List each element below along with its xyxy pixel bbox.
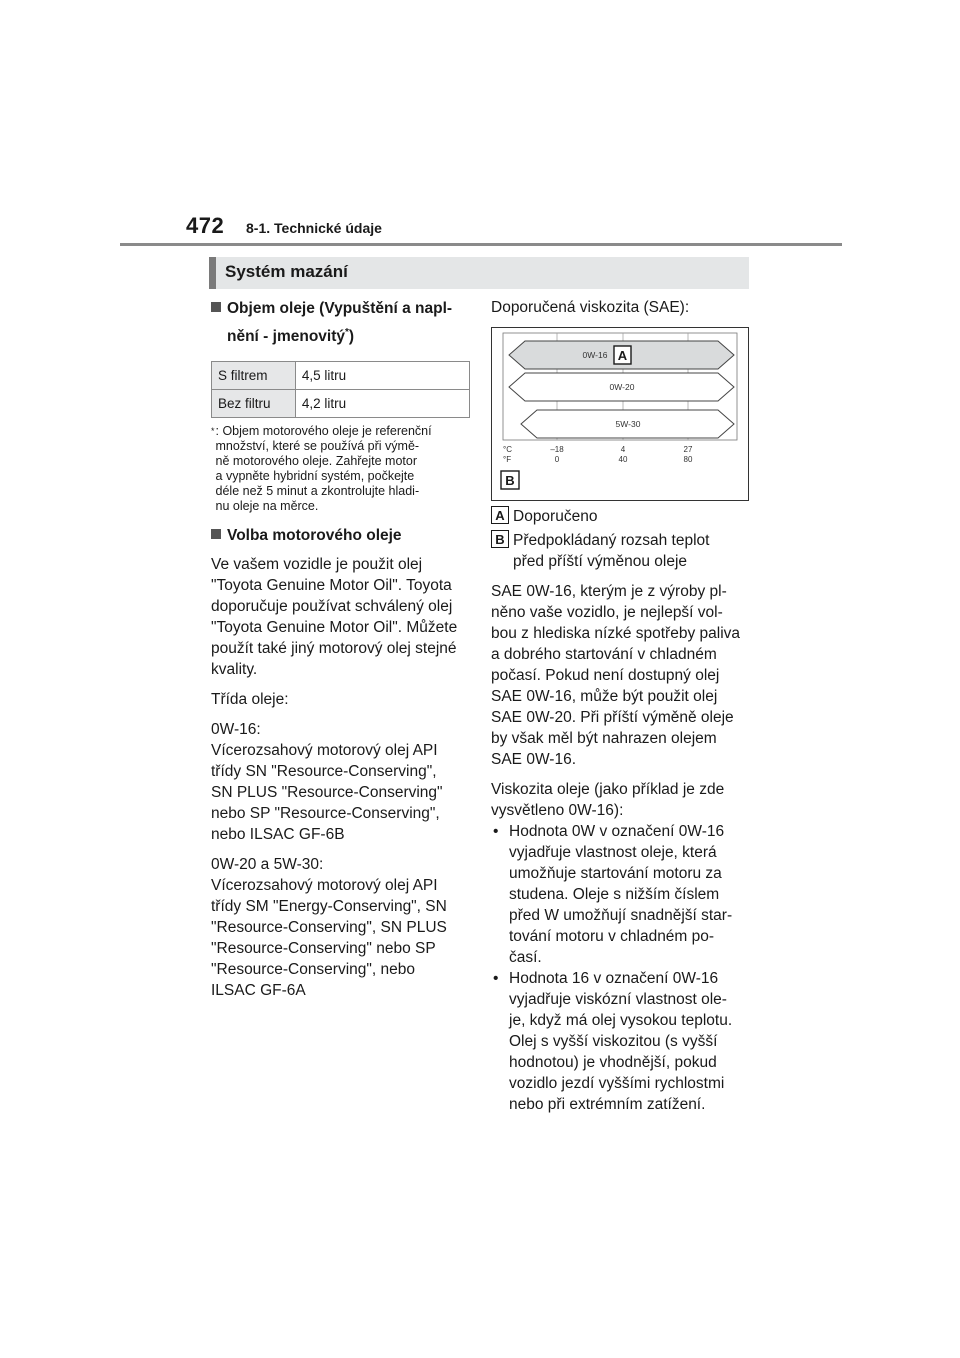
oil-selection-heading-text: Volba motorového oleje: [227, 527, 402, 545]
tick-celsius: 4: [620, 445, 626, 454]
section-header-bar: [209, 257, 216, 289]
viscosity-explanation-intro: Viskozita oleje (jako příklad je zde vysvětleno 0W-16):: [491, 781, 725, 819]
oil-selection-paragraph: Ve vašem vozidle je použit olej "Toyota Genuine Motor Oil". Toyota doporučuje používat schválený olej "Toyota Genuine Motor Oil". Můžete použít také jiný motorový olej stejné kvality.: [211, 556, 458, 679]
recommendation-paragraph: SAE 0W-16, kterým je z výroby pl- něno vaše vozidlo, je nejlepší vol- bou z hlediska nízké spotřeby paliva a dobrého startování v chladném počasí. Pokud není dostupný olej SAE 0W-16, může být použit olej SAE 0W-20. Při příští výměně oleje by však měl být nahrazen olejem SAE 0W-16.: [491, 583, 741, 768]
left-column: [211, 297, 473, 1001]
legend-item-b: [491, 530, 753, 572]
tick-celsius: 27: [683, 445, 693, 454]
section-header: [209, 257, 749, 289]
tick-celsius: –18: [550, 445, 564, 454]
oil-class-0w20-5w30: 0W-20 a 5W-30: Vícerozsahový motorový olej API třídy SM "Energy-Conserving", SN "Resource-Conserving", SN PLUS "Resource-Conserving" nebo SP "Resource-Conserving", nebo ILSAC GF-6A: [211, 856, 447, 1000]
viscosity-title: Doporučená viskozita (SAE):: [491, 299, 690, 316]
table-cell-value: 4,5 litru: [295, 362, 469, 390]
legend-item-a: [491, 506, 753, 527]
table-cell-label: Bez filtru: [212, 390, 296, 418]
list-item: • Hodnota 16 v označení 0W-16 vyjadřuje viskózní vlastnost ole- je, když má olej vysokou teplotu. Olej s vyšší viskozitou (s vyšší hodnotou) je vhodnější, pokud vozidlo jezdí vyššími rychlostmi nebo při extrémním zatížení.: [491, 968, 753, 1115]
oil-class-label: Třída oleje:: [211, 691, 289, 709]
table-row: [212, 390, 470, 418]
footnote-marker: *: [345, 327, 349, 338]
table-row: [212, 362, 470, 390]
oil-capacity-heading-line2: nění - jmenovitý: [227, 328, 345, 346]
oil-class-0w16: 0W-16: Vícerozsahový motorový olej API třídy SN "Resource-Conserving", SN PLUS "Resource-Conserving" nebo SP "Resource-Conserving", nebo ILSAC GF-6B: [211, 721, 443, 844]
oil-capacity-table: [211, 361, 470, 418]
band-label-5w30: 5W-30: [615, 419, 641, 429]
legend-text-a: Doporučeno: [513, 508, 598, 525]
footnote-text: : Objem motorového oleje je referenční množství, které se používá při výmě- ně motorového oleje. Zahřejte motor a vypněte hybridní systém, počkejte déle než 5 minut a zkontrolujte hladi- nu oleje na měrce.: [215, 424, 432, 514]
table-cell-value: 4,2 litru: [295, 390, 469, 418]
legend-text-b: Předpokládaný rozsah teplot před příští výměnou oleje: [513, 532, 710, 570]
badge-a-label: A: [617, 348, 628, 363]
legend-badge-a: A: [491, 506, 509, 524]
oil-capacity-heading: [211, 297, 473, 349]
band-label-0w16: 0W-16: [582, 350, 608, 360]
footnote: [211, 424, 473, 514]
unit-celsius: °C: [503, 445, 512, 454]
section-reference: 8-1. Technické údaje: [246, 220, 382, 236]
unit-fahrenheit: °F: [503, 455, 512, 464]
viscosity-bullet-list: [491, 821, 753, 1115]
page-number: 472: [186, 213, 225, 238]
square-bullet-icon: [211, 529, 221, 539]
table-cell-label: S filtrem: [212, 362, 296, 390]
oil-selection-heading: [211, 524, 473, 548]
oil-capacity-heading-line1: Objem oleje (Vypuštění a napl-: [227, 300, 453, 317]
header-divider: [120, 243, 842, 246]
tick-fahrenheit: 80: [683, 455, 693, 464]
list-item: • Hodnota 0W v označení 0W-16 vyjadřuje vlastnost oleje, která umožňuje startování motoru za studena. Oleje s nižším číslem před W umožňují snadnější star- tování motoru v chladném po- časí.: [491, 821, 753, 968]
right-column: [491, 297, 753, 1115]
legend-badge-b: B: [491, 530, 509, 548]
footnote-mark: *: [211, 426, 215, 437]
badge-b-label: B: [505, 473, 515, 488]
band-label-0w20: 0W-20: [609, 382, 635, 392]
square-bullet-icon: [211, 302, 221, 312]
tick-fahrenheit: 0: [554, 455, 560, 464]
section-title: Systém mazání: [225, 262, 348, 281]
oil-capacity-heading-end: ): [348, 328, 355, 346]
viscosity-diagram: [491, 327, 749, 501]
tick-fahrenheit: 40: [618, 455, 628, 464]
